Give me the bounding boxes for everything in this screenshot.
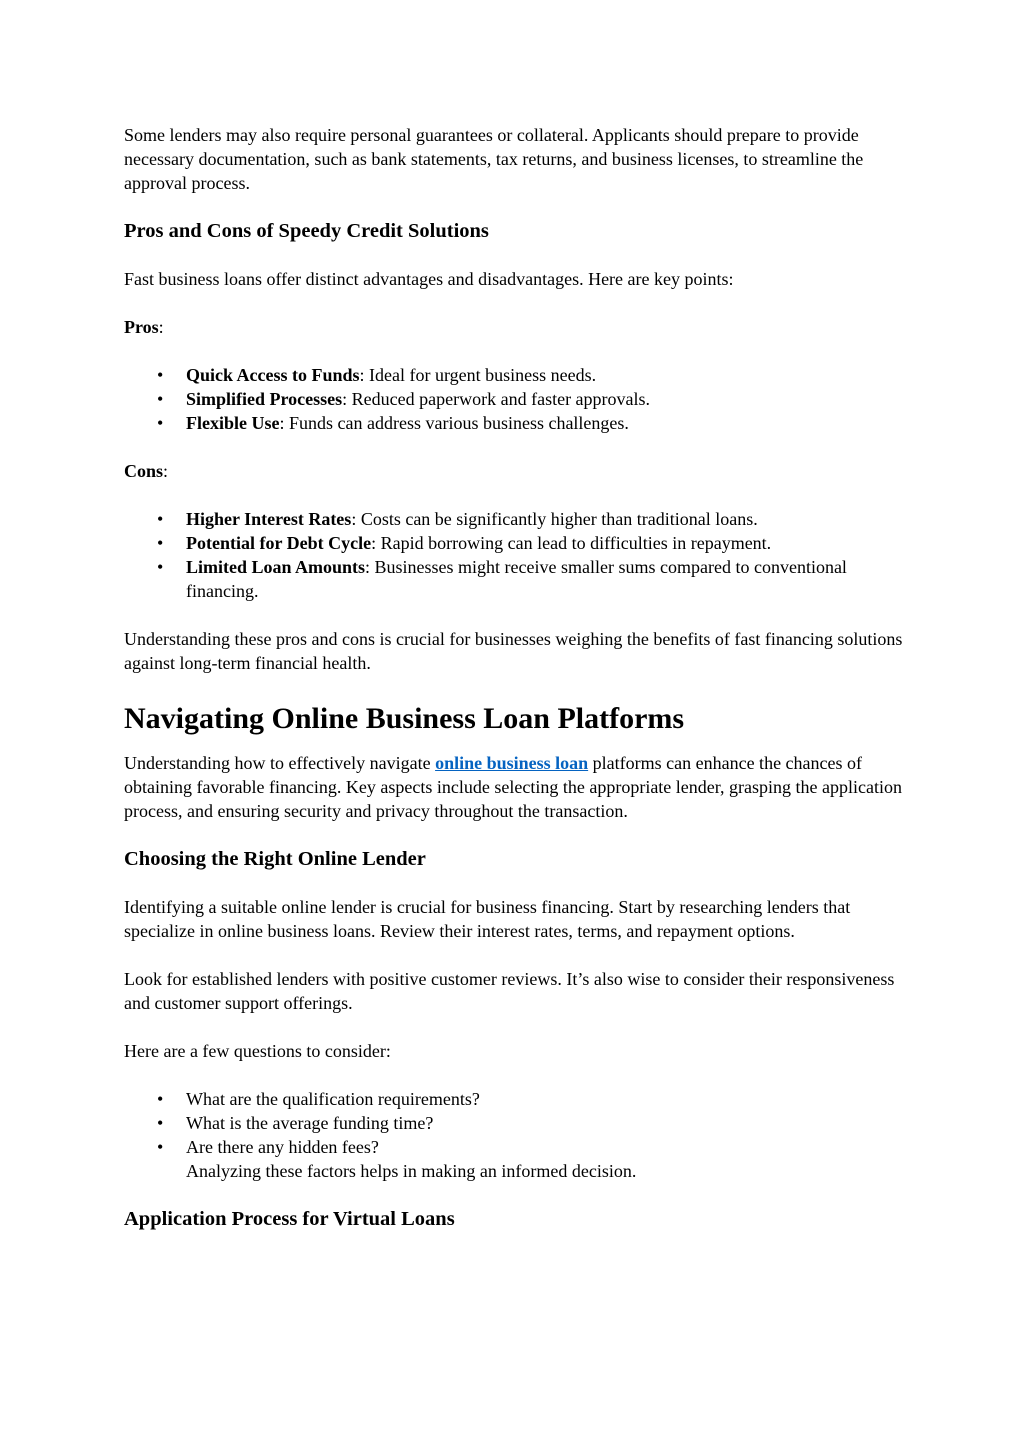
list-item-desc: : Funds can address various business challenges. <box>279 413 629 433</box>
list-item <box>124 411 914 435</box>
list-item-term: Simplified Processes <box>186 389 343 409</box>
list-item <box>124 555 914 603</box>
navigating-paragraph <box>124 751 914 823</box>
list-item <box>124 507 914 531</box>
choosing-heading: Choosing the Right Online Lender <box>124 848 426 870</box>
list-item-term: Limited Loan Amounts <box>186 557 366 577</box>
navigating-heading: Navigating Online Business Loan Platforms <box>124 702 685 735</box>
bullet-icon: • <box>157 1113 164 1133</box>
list-item-desc: : Businesses might receive smaller sums compared to conventional financing. <box>186 557 847 601</box>
cons-label: Cons <box>124 461 164 481</box>
list-item <box>124 387 914 411</box>
list-item-term: Higher Interest Rates <box>186 509 352 529</box>
intro-paragraph: Some lenders may also require personal guarantees or collateral. Applicants should prepare to provide necessary documentation, such as bank statements, tax returns, and business licenses, to streamline the approval process. <box>124 125 864 193</box>
question-text: Are there any hidden fees? <box>186 1137 379 1157</box>
application-heading: Application Process for Virtual Loans <box>124 1208 455 1230</box>
choosing-paragraph-3: Here are a few questions to consider: <box>124 1041 391 1061</box>
bullet-icon: • <box>157 1089 164 1109</box>
questions-followup: Analyzing these factors helps in making an informed decision. <box>186 1161 637 1181</box>
pros-list <box>124 363 914 435</box>
list-item-term: Flexible Use <box>186 413 280 433</box>
bullet-icon: • <box>157 533 164 553</box>
list-item <box>124 531 914 555</box>
list-item <box>124 363 914 387</box>
bullet-icon: • <box>157 509 164 529</box>
list-item-desc: : Costs can be significantly higher than traditional loans. <box>351 509 758 529</box>
pros-cons-summary: Understanding these pros and cons is crucial for businesses weighing the benefits of fast financing solutions against long-term financial health. <box>124 629 903 673</box>
pros-label-paragraph: Pros: <box>124 317 164 337</box>
list-item <box>124 1135 914 1183</box>
questions-list <box>124 1087 914 1183</box>
online-business-loan-link[interactable]: online business loan <box>435 753 589 773</box>
bullet-icon: • <box>157 413 164 433</box>
bullet-icon: • <box>157 557 164 577</box>
choosing-paragraph-2: Look for established lenders with positive customer reviews. It’s also wise to consider their responsiveness and customer support offerings. <box>124 969 895 1013</box>
pros-label: Pros <box>124 317 159 337</box>
list-item-term: Potential for Debt Cycle <box>186 533 372 553</box>
cons-label-paragraph: Cons: <box>124 461 169 481</box>
cons-list <box>124 507 914 603</box>
bullet-icon: • <box>157 365 164 385</box>
list-item-desc: : Reduced paperwork and faster approvals. <box>342 389 651 409</box>
list-item <box>124 1111 914 1135</box>
bullet-icon: • <box>157 1137 164 1157</box>
list-item-desc: : Ideal for urgent business needs. <box>359 365 597 385</box>
navigating-text-before: Understanding how to effectively navigate <box>124 753 436 773</box>
document-page <box>124 123 914 1255</box>
list-item-desc: : Rapid borrowing can lead to difficulties in repayment. <box>371 533 772 553</box>
choosing-paragraph-1: Identifying a suitable online lender is crucial for business financing. Start by researching lenders that specialize in online business loans. Review their interest rates, terms, and repayment options. <box>124 897 851 941</box>
navigating-text-after: platforms can enhance the chances of obtaining favorable financing. Key aspects include selecting the appropriate lender, grasping the application process, and ensuring security and privacy throughout the transaction. <box>124 753 902 821</box>
pros-cons-heading: Pros and Cons of Speedy Credit Solutions <box>124 220 489 242</box>
pros-cons-intro: Fast business loans offer distinct advantages and disadvantages. Here are key points: <box>124 269 734 289</box>
list-item-term: Quick Access to Funds <box>186 365 360 385</box>
question-text: What is the average funding time? <box>186 1113 434 1133</box>
list-item <box>124 1087 914 1111</box>
question-text: What are the qualification requirements? <box>186 1089 480 1109</box>
bullet-icon: • <box>157 389 164 409</box>
